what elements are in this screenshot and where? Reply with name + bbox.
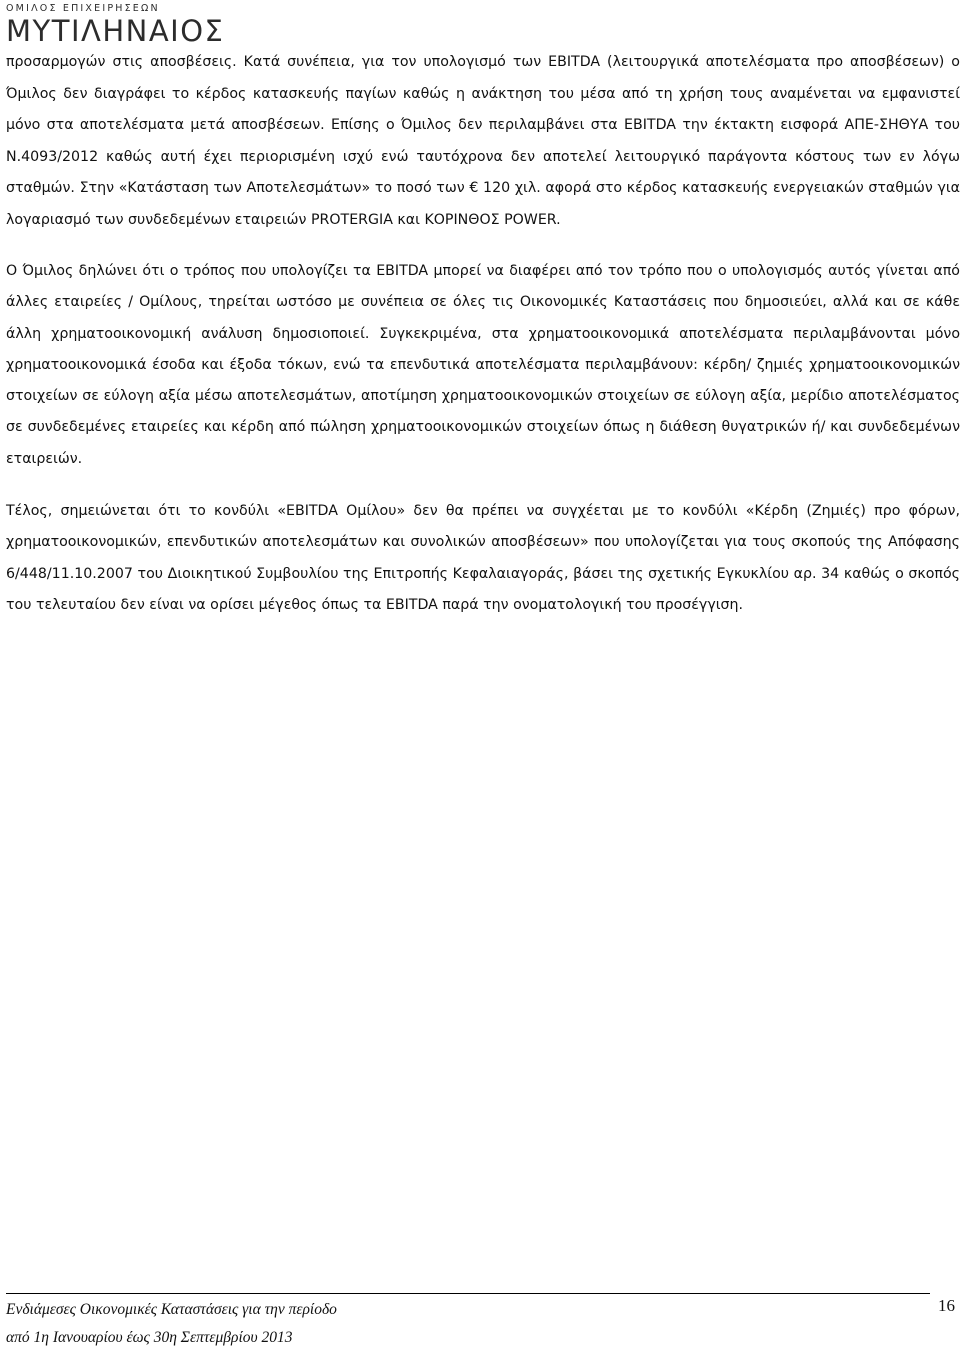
footer-line-1: Ενδιάμεσες Οικονομικές Καταστάσεις για την περίοδο	[6, 1301, 337, 1318]
paragraph-ebitda-note: Τέλος, σημειώνεται ότι το κονδύλι «EBITDA Ομίλου» δεν θα πρέπει να συγχέεται με το κονδύλι «Κέρδη (Ζημιές) προ φόρων, χρηματοοικονομικών, επενδυτικών αποτελεσμάτων και συνολικών αποσβέσεων» που υπολογίζεται για τους σκοπούς της Απόφασης 6/448/11.10.2007 του Διοικητικού Συμβουλίου της Επιτροπής Κεφαλαιαγοράς, βάσει της σχετικής Εγκυκλίου αρ. 34 καθώς ο σκοπός του τελευταίου δεν είναι να ορίσει μέγεθος όπως τα EBITDA παρά την ονοματολογική του προσέγγιση.	[6, 503, 960, 613]
document-body	[6, 47, 960, 621]
company-logo	[6, 3, 268, 47]
paragraph-ebitda-method: Ο Όμιλος δηλώνει ότι ο τρόπος που υπολογίζει τα EBITDA μπορεί να διαφέρει από τον τρόπο που ο υπολογισμός αυτός γίνεται από άλλες εταιρείες / Ομίλους, τηρείται ωστόσο με συνέπεια σε όλες τις Οικονομικές Καταστάσεις που δημοσιεύει, αλλά και σε κάθε άλλη χρηματοοικονομική ανάλυση δημοσιοποιεί. Συγκεκριμένα, στα χρηματοοικονομικά αποτελέσματα περιλαμβάνονται μόνο χρηματοοικονομικά έσοδα και έξοδα τόκων, ενώ τα επενδυτικά αποτελέσματα περιλαμβάνουν: κέρδη/ ζημιές χρηματοοικονομικών στοιχείων σε εύλογη αξία μέσω αποτελεσμάτων, αποτίμηση χρηματοοικονομικών στοιχείων σε εύλογη αξία, μερίδιο αποτελέσματος σε συνδεδεμένες εταιρείες και κέρδη από πώληση χρηματοοικονομικών στοιχείων όπως η διάθεση θυγατρικών ή/ και συνδεδεμένων εταιρειών.	[6, 263, 960, 467]
logo-company-name: ΜΥΤΙΛΗΝΑΙΟΣ	[6, 14, 225, 48]
page-number: 16	[938, 1296, 955, 1315]
logo-group-text: ΟΜΙΛΟΣ ΕΠΙΧΕΙΡΗΣΕΩΝ	[6, 3, 160, 14]
paragraph-ebitda-adjustments: προσαρμογών στις αποσβέσεις. Κατά συνέπεια, για τον υπολογισμό των EBITDA (λειτουργικά αποτελέσματα προ αποσβέσεων) ο Όμιλος δεν διαγράφει το κέρδος κατασκευής παγίων καθώς η ανάκτηση του μέσα από τη χρήση τους αναμένεται να εμφανιστεί μόνο στα αποτελέσματα μετά αποσβέσεων. Επίσης ο Όμιλος δεν περιλαμβάνει στα EBITDA την έκτακτη εισφορά ΑΠΕ-ΣΗΘΥΑ του Ν.4093/2012 καθώς αυτή έχει περιορισμένη ισχύ ενώ ταυτόχρονα δεν αποτελεί λειτουργικό παράγοντα κόστους των εν λόγω σταθμών. Στην «Κατάσταση των Αποτελεσμάτων» το ποσό των € 120 χιλ. αφορά στο κέρδος κατασκευής ενεργειακών σταθμών για λογαριασμό των συνδεδεμένων εταιρειών PROTERGIA και ΚΟΡΙΝΘΟΣ POWER.	[6, 54, 960, 228]
footer-line-2: από 1η Ιανουαρίου έως 30η Σεπτεμβρίου 2013	[6, 1329, 293, 1346]
footer-caption	[6, 1296, 337, 1352]
footer-divider	[6, 1293, 930, 1294]
